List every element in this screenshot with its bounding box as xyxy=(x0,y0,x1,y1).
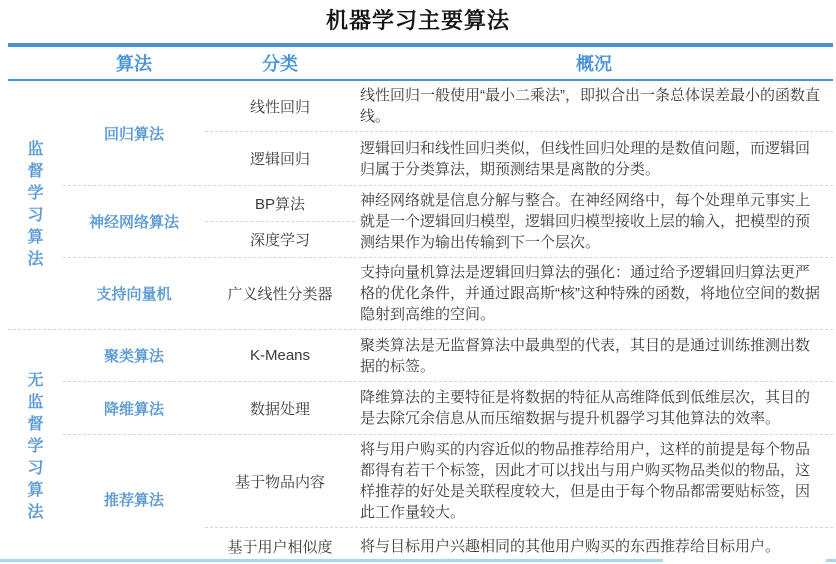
classification-cell: K-Means xyxy=(249,347,311,364)
category-label-supervised: 监督学习算法 xyxy=(27,141,44,268)
group-neural-network xyxy=(63,185,833,257)
bottom-accent-line xyxy=(0,559,663,562)
group-recommendation xyxy=(63,434,833,564)
algorithm-label-svm: 支持向量机 xyxy=(96,286,172,303)
algorithms-table xyxy=(8,43,833,564)
classification-cell: 广义线性分类器 xyxy=(227,286,333,303)
category-cell-unsupervised xyxy=(8,330,63,564)
classification-cell: 线性回归 xyxy=(249,98,310,116)
overview-cell-neural-network xyxy=(355,186,833,257)
bottom-accent-line-right xyxy=(826,559,836,562)
unsupervised-groups xyxy=(63,330,833,564)
table-row-logistic-regression xyxy=(205,131,833,185)
classification-cell-deep-learning: 深度学习 xyxy=(205,221,355,257)
overview-cell xyxy=(355,435,833,527)
overview-cell xyxy=(355,132,833,185)
overview-text: 线性回归一般使用“最小二乘法”，即拟合出一条总体误差最小的函数直线。 xyxy=(360,87,820,125)
algorithm-label-clustering: 聚类算法 xyxy=(103,348,164,365)
overview-text: 降维算法的主要特征是将数据的特征从高维降低到低维层次，其目的是去除冗余信息从而压缩数据与提升机器学习其他算法的效率。 xyxy=(360,389,811,427)
recommendation-rows xyxy=(205,435,833,564)
table-row-linear-regression xyxy=(205,81,833,131)
group-regression xyxy=(63,81,833,185)
group-clustering xyxy=(63,330,833,381)
overview-cell xyxy=(355,81,833,131)
page-title: 机器学习主要算法 xyxy=(325,8,510,33)
regression-rows xyxy=(205,81,833,185)
category-cell-supervised xyxy=(8,81,63,329)
overview-text: 支持向量机算法是逻辑回归算法的强化：通过给予逻辑回归算法更严格的优化条件，并通过跟高斯“核”这种特殊的函数，将地位空间的数据隐射到高维的空间。 xyxy=(360,264,820,323)
classification-cell: 数据处理 xyxy=(249,400,310,418)
overview-text: 将与用户购买的内容近似的物品推荐给用户，这样的前提是每个物品都得有若干个标签，因此才可以找出与用户购买物品类似的物品，这样推荐的好处是关联程度较大，但是由于每个物品都需要贴标签，因此工作量较大。 xyxy=(360,441,811,521)
header-overview: 概况 xyxy=(576,54,612,74)
overview-cell xyxy=(355,382,833,434)
table-row-data-processing xyxy=(205,382,833,434)
category-label-unsupervised: 无监督学习算法 xyxy=(27,372,44,521)
classification-cell: 基于用户相似度 xyxy=(227,538,333,556)
header-algorithm: 算法 xyxy=(116,54,152,74)
header-classification: 分类 xyxy=(262,54,298,74)
table-body xyxy=(8,81,833,564)
overview-text: 神经网络就是信息分解与整合。在神经网络中，每个处理单元事实上就是一个逻辑回归模型，逻辑回归模型接收上层的输入，把模型的预测结果作为输出传输到下一个层次。 xyxy=(360,192,811,251)
algorithm-label-regression: 回归算法 xyxy=(103,125,164,143)
overview-text: 将与目标用户兴趣相同的其他用户购买的东西推荐给目标用户。 xyxy=(360,537,781,555)
section-supervised xyxy=(8,81,833,329)
supervised-groups xyxy=(63,81,833,329)
algorithm-label-recommendation: 推荐算法 xyxy=(103,492,164,509)
overview-text: 逻辑回归和线性回归类似，但线性回归处理的是数值问题，而逻辑回归属于分类算法，期预测结果是离散的分类。 xyxy=(360,139,811,178)
group-svm xyxy=(63,257,833,329)
section-unsupervised xyxy=(8,329,833,564)
svm-rows xyxy=(205,258,833,329)
table-row-kmeans xyxy=(205,330,833,381)
dimensionality-rows xyxy=(205,382,833,434)
clustering-rows xyxy=(205,330,833,381)
algorithm-label-dimensionality-reduction: 降维算法 xyxy=(103,400,164,418)
algorithm-label-neural-network: 神经网络算法 xyxy=(88,214,179,231)
table-row-svm xyxy=(205,258,833,329)
table-row-item-based xyxy=(205,435,833,527)
classification-cell-bp: BP算法 xyxy=(254,196,305,213)
overview-cell xyxy=(355,330,833,381)
group-dimensionality-reduction xyxy=(63,381,833,434)
classification-cell: 基于物品内容 xyxy=(234,473,325,491)
classification-cell: 逻辑回归 xyxy=(249,151,310,168)
overview-text: 聚类算法是无监督算法中最典型的代表，其目的是通过训练推测出数据的标签。 xyxy=(360,336,811,375)
neural-network-classifications xyxy=(205,186,355,257)
table-header-row xyxy=(8,43,833,81)
overview-cell xyxy=(355,258,833,329)
